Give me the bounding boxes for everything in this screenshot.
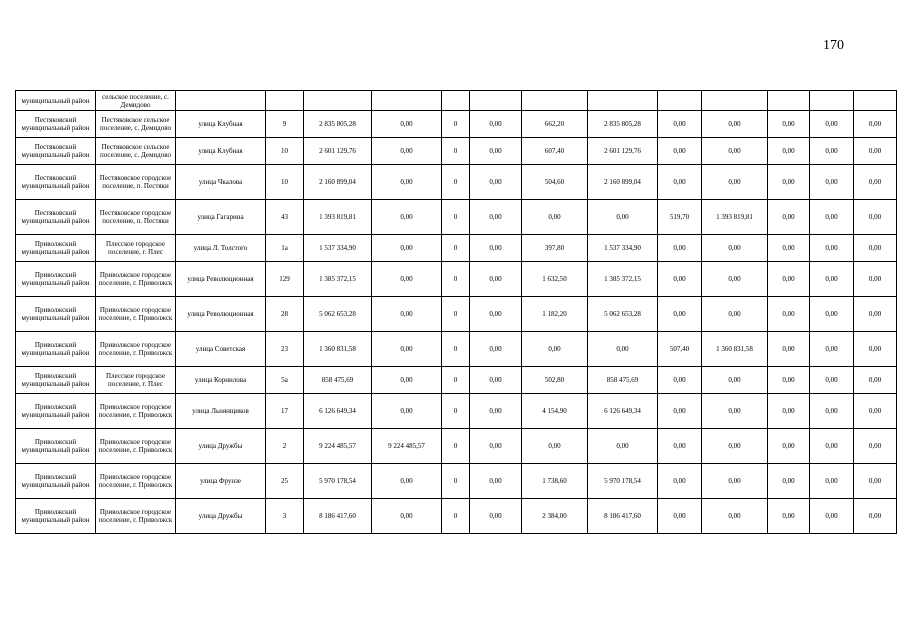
table-cell: 0,00: [588, 332, 658, 367]
table-cell: 0,00: [702, 297, 768, 332]
table-cell: 1 385 372,15: [304, 262, 372, 297]
table-cell: 0,00: [470, 165, 522, 200]
table-row: [16, 367, 897, 394]
table-cell: 0: [442, 235, 470, 262]
table-cell: 1 360 831,58: [304, 332, 372, 367]
table-row: [16, 464, 897, 499]
table-cell: Приволжское городское поселение, г. Приволжск: [96, 297, 176, 332]
table-cell: 0,00: [702, 138, 768, 165]
table-cell: 0,00: [768, 464, 810, 499]
table-cell: 9 224 485,57: [372, 429, 442, 464]
table-cell: улица Корнилова: [176, 367, 266, 394]
table-cell: 0,00: [372, 262, 442, 297]
table-cell: 5 970 178,54: [588, 464, 658, 499]
table-cell: Плесское городское поселение, г. Плес: [96, 235, 176, 262]
table-cell: Приволжское городское поселение, г. Приволжск: [96, 394, 176, 429]
table-row: [16, 138, 897, 165]
table-cell: Приволжский муниципальный район: [16, 429, 96, 464]
table-cell: 858 475,69: [304, 367, 372, 394]
table-cell: Пестяковское городское поселение, п. Пестяки: [96, 165, 176, 200]
table-cell: улица Клубная: [176, 111, 266, 138]
data-table: [15, 90, 897, 534]
table-cell: 0,00: [768, 297, 810, 332]
table-cell: 10: [266, 138, 304, 165]
table-cell: 0,00: [854, 464, 897, 499]
table-cell: 0,00: [470, 235, 522, 262]
table-cell: улица Фрунзе: [176, 464, 266, 499]
table-cell: сельское поселение, с. Демидово: [96, 91, 176, 111]
table-cell: 0,00: [854, 165, 897, 200]
table-cell: 0,00: [658, 464, 702, 499]
table-cell: 0,00: [702, 262, 768, 297]
table-cell: 0,00: [702, 235, 768, 262]
table-cell: 0,00: [470, 429, 522, 464]
table-cell: 858 475,69: [588, 367, 658, 394]
table-cell: 23: [266, 332, 304, 367]
table-cell: 0,00: [372, 499, 442, 534]
table-cell: 0,00: [810, 394, 854, 429]
table-cell: Приволжское городское поселение, г. Приволжск: [96, 429, 176, 464]
table-cell: 0,00: [522, 200, 588, 235]
table-cell: 0,00: [854, 394, 897, 429]
table-cell: 0,00: [768, 111, 810, 138]
table-cell: 0: [442, 332, 470, 367]
table-cell: Приволжский муниципальный район: [16, 394, 96, 429]
table-cell: 4 154,90: [522, 394, 588, 429]
table-cell: 8 186 417,60: [304, 499, 372, 534]
table-cell: Приволжский муниципальный район: [16, 332, 96, 367]
table-cell: 0,00: [702, 464, 768, 499]
table-cell: 0,00: [702, 165, 768, 200]
table-cell: 0,00: [372, 297, 442, 332]
table-cell: 0,00: [810, 297, 854, 332]
table-cell: 0: [442, 297, 470, 332]
table-cell: 0,00: [810, 367, 854, 394]
table-cell: 0,00: [810, 111, 854, 138]
table-cell: [702, 91, 768, 111]
table-cell: 0: [442, 165, 470, 200]
table-cell: 0,00: [658, 429, 702, 464]
table-cell: 0: [442, 464, 470, 499]
table-cell: Приволжское городское поселение, г. Приволжск: [96, 262, 176, 297]
table-cell: 0,00: [470, 394, 522, 429]
table-cell: 0,00: [854, 138, 897, 165]
table-cell: 1 360 831,58: [702, 332, 768, 367]
table-cell: 0,00: [702, 111, 768, 138]
table-cell: улица Льнянщиков: [176, 394, 266, 429]
table-cell: 397,80: [522, 235, 588, 262]
table-cell: 1а: [266, 235, 304, 262]
table-cell: Плесское городское поселение, г. Плес: [96, 367, 176, 394]
table-cell: 3: [266, 499, 304, 534]
table-cell: 0,00: [768, 200, 810, 235]
table-cell: 0,00: [658, 297, 702, 332]
table-cell: 2 835 805,28: [588, 111, 658, 138]
table-cell: 0,00: [810, 332, 854, 367]
table-cell: 0,00: [702, 367, 768, 394]
table-row: [16, 91, 897, 111]
table-cell: 0,00: [522, 332, 588, 367]
table-cell: 0,00: [810, 262, 854, 297]
table-cell: [522, 91, 588, 111]
table-cell: улица Дружбы: [176, 429, 266, 464]
table-cell: 0,00: [470, 499, 522, 534]
table-cell: 8 186 417,60: [588, 499, 658, 534]
table-cell: Пестяковский муниципальный район: [16, 200, 96, 235]
table-cell: 0: [442, 367, 470, 394]
table-cell: муниципальный район: [16, 91, 96, 111]
table-cell: улица Клубная: [176, 138, 266, 165]
table-cell: 0,00: [658, 262, 702, 297]
table-cell: 0,00: [810, 200, 854, 235]
table-cell: 1 632,50: [522, 262, 588, 297]
table-cell: 0,00: [658, 235, 702, 262]
table-cell: 0,00: [768, 429, 810, 464]
table-cell: 1 393 819,81: [702, 200, 768, 235]
table-cell: [304, 91, 372, 111]
table-cell: 0,00: [768, 394, 810, 429]
table-cell: 0,00: [658, 367, 702, 394]
table-cell: 0,00: [854, 429, 897, 464]
table-cell: 2 160 899,04: [304, 165, 372, 200]
table-cell: 0,00: [768, 235, 810, 262]
table-cell: 6 126 649,34: [588, 394, 658, 429]
table-cell: 0,00: [810, 499, 854, 534]
table-cell: Пестяковское сельское поселение, с. Демидово: [96, 138, 176, 165]
table-cell: 5 062 653,28: [588, 297, 658, 332]
table-cell: 0,00: [658, 138, 702, 165]
table-cell: 5 062 653,28: [304, 297, 372, 332]
table-cell: 0: [442, 138, 470, 165]
table-cell: [768, 91, 810, 111]
table-row: [16, 165, 897, 200]
table-cell: [810, 91, 854, 111]
table-cell: 0,00: [470, 200, 522, 235]
table-cell: 662,20: [522, 111, 588, 138]
table-cell: Пестяковский муниципальный район: [16, 138, 96, 165]
table-cell: 0,00: [768, 367, 810, 394]
table-row: [16, 499, 897, 534]
table-cell: 0,00: [854, 262, 897, 297]
table-cell: [176, 91, 266, 111]
table-cell: 129: [266, 262, 304, 297]
table-cell: 0,00: [372, 464, 442, 499]
table-cell: 0,00: [810, 165, 854, 200]
table-cell: 0,00: [702, 499, 768, 534]
table-cell: 28: [266, 297, 304, 332]
table-cell: 0,00: [372, 332, 442, 367]
table-cell: 0,00: [768, 332, 810, 367]
table-cell: 0,00: [470, 111, 522, 138]
table-cell: 1 182,20: [522, 297, 588, 332]
table-row: [16, 394, 897, 429]
table-cell: 2 601 129,76: [304, 138, 372, 165]
table-cell: 0,00: [810, 235, 854, 262]
table-cell: 2 601 129,76: [588, 138, 658, 165]
table-row: [16, 297, 897, 332]
table-cell: 0,00: [372, 200, 442, 235]
table-cell: 0,00: [470, 138, 522, 165]
table-cell: 25: [266, 464, 304, 499]
table-row: [16, 235, 897, 262]
table-cell: 0,00: [768, 499, 810, 534]
table-cell: Приволжский муниципальный район: [16, 367, 96, 394]
table-cell: Приволжское городское поселение, г. Приволжск: [96, 464, 176, 499]
table-cell: Пестяковское сельское поселение, с. Демидово: [96, 111, 176, 138]
table-cell: [442, 91, 470, 111]
table-cell: улица Советская: [176, 332, 266, 367]
table-row: [16, 111, 897, 138]
table-cell: 0,00: [854, 332, 897, 367]
table-cell: 0,00: [810, 429, 854, 464]
table-cell: 0,00: [854, 499, 897, 534]
table-cell: 2 384,00: [522, 499, 588, 534]
table-cell: 0: [442, 429, 470, 464]
table-cell: 0,00: [810, 464, 854, 499]
table-cell: Приволжский муниципальный район: [16, 262, 96, 297]
table-cell: 2: [266, 429, 304, 464]
table-cell: Приволжский муниципальный район: [16, 297, 96, 332]
table-cell: Приволжский муниципальный район: [16, 499, 96, 534]
table-cell: 5 970 178,54: [304, 464, 372, 499]
table-cell: 1 537 334,90: [588, 235, 658, 262]
table-cell: 2 160 899,04: [588, 165, 658, 200]
table-cell: улица Л. Толстого: [176, 235, 266, 262]
table-cell: 0,00: [768, 262, 810, 297]
table-cell: 0,00: [658, 165, 702, 200]
table-cell: улица Революционная: [176, 262, 266, 297]
table-cell: 0,00: [658, 394, 702, 429]
table-cell: 0,00: [854, 111, 897, 138]
table-row: [16, 332, 897, 367]
table-cell: 0,00: [588, 200, 658, 235]
table-cell: 0: [442, 499, 470, 534]
table-cell: [588, 91, 658, 111]
table-cell: 0: [442, 394, 470, 429]
table-cell: 9: [266, 111, 304, 138]
table-cell: 0,00: [372, 235, 442, 262]
table-cell: улица Гагарина: [176, 200, 266, 235]
table-cell: Приволжское городское поселение, г. Приволжск: [96, 499, 176, 534]
table-cell: 0: [442, 262, 470, 297]
table-cell: [658, 91, 702, 111]
table-cell: 607,40: [522, 138, 588, 165]
table-cell: 1 385 372,15: [588, 262, 658, 297]
table-cell: 0,00: [702, 394, 768, 429]
table-cell: Приволжское городское поселение, г. Приволжск: [96, 332, 176, 367]
table-cell: [266, 91, 304, 111]
table-cell: 1 393 819,81: [304, 200, 372, 235]
table-cell: 0,00: [810, 138, 854, 165]
page-number: 170: [823, 38, 844, 53]
table-cell: 0,00: [372, 367, 442, 394]
table-cell: [854, 91, 897, 111]
table-cell: 0,00: [702, 429, 768, 464]
table-cell: 6 126 649,34: [304, 394, 372, 429]
table-cell: 0,00: [522, 429, 588, 464]
table-cell: [372, 91, 442, 111]
table-cell: 0,00: [658, 111, 702, 138]
table-cell: 519,70: [658, 200, 702, 235]
table-cell: 0,00: [768, 165, 810, 200]
table-cell: 1 537 334,90: [304, 235, 372, 262]
table-row: [16, 200, 897, 235]
table-cell: 0,00: [854, 235, 897, 262]
table-cell: 0,00: [470, 297, 522, 332]
table-cell: Пестяковское городское поселение, п. Пестяки: [96, 200, 176, 235]
table-cell: Пестяковский муниципальный район: [16, 165, 96, 200]
table-cell: 0,00: [372, 138, 442, 165]
table-cell: Пестяковский муниципальный район: [16, 111, 96, 138]
table-cell: 0,00: [372, 394, 442, 429]
table-cell: улица Чкалова: [176, 165, 266, 200]
table-cell: 9 224 485,57: [304, 429, 372, 464]
table-cell: 17: [266, 394, 304, 429]
table-cell: Приволжский муниципальный район: [16, 235, 96, 262]
table-cell: улица Революционная: [176, 297, 266, 332]
table-row: [16, 262, 897, 297]
table-cell: 0,00: [854, 297, 897, 332]
table-cell: улица Дружбы: [176, 499, 266, 534]
table-cell: 0,00: [768, 138, 810, 165]
table-cell: 0: [442, 111, 470, 138]
table-cell: 43: [266, 200, 304, 235]
table-cell: 0,00: [470, 262, 522, 297]
table-cell: 0,00: [372, 165, 442, 200]
table-cell: 0,00: [470, 332, 522, 367]
table-cell: 0,00: [372, 111, 442, 138]
table-cell: 0,00: [470, 464, 522, 499]
table-cell: 0,00: [854, 367, 897, 394]
table-row: [16, 429, 897, 464]
table-cell: 0,00: [854, 200, 897, 235]
table-cell: 1 738,60: [522, 464, 588, 499]
table-cell: [470, 91, 522, 111]
table-cell: 0: [442, 200, 470, 235]
table-cell: Приволжский муниципальный район: [16, 464, 96, 499]
table-cell: 502,80: [522, 367, 588, 394]
table-cell: 10: [266, 165, 304, 200]
table-cell: 2 835 805,28: [304, 111, 372, 138]
table-cell: 0,00: [588, 429, 658, 464]
table-cell: 5а: [266, 367, 304, 394]
table-cell: 0,00: [658, 499, 702, 534]
table-cell: 0,00: [470, 367, 522, 394]
table-cell: 507,40: [658, 332, 702, 367]
table-cell: 504,60: [522, 165, 588, 200]
